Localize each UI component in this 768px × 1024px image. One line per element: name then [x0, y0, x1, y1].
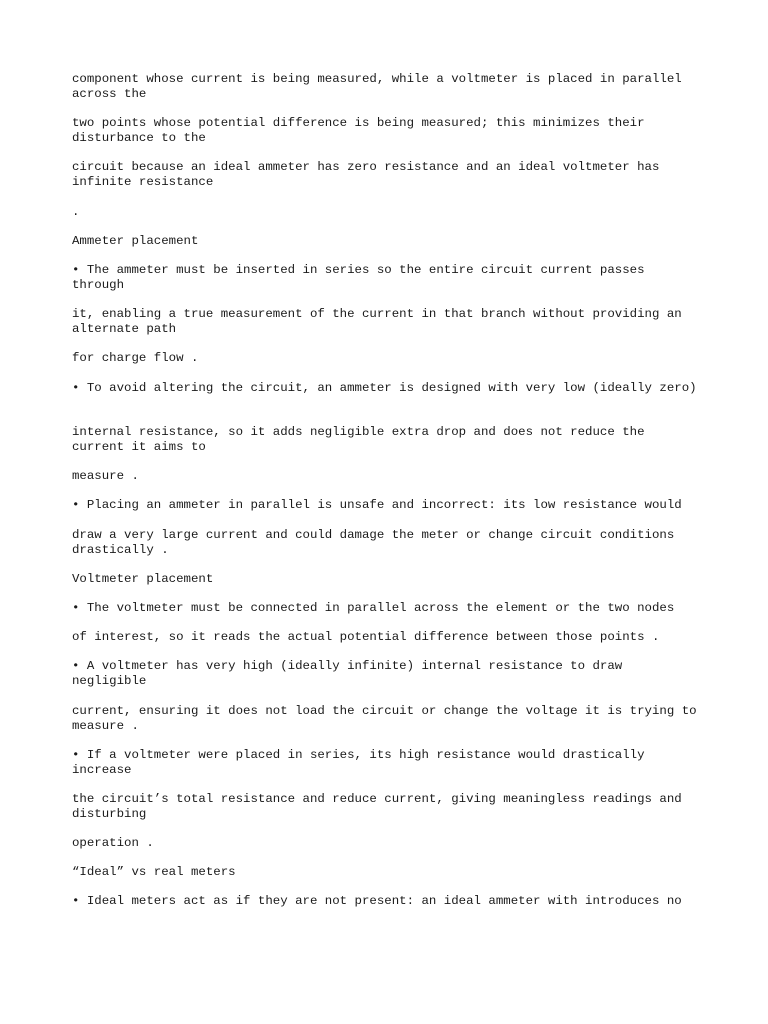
heading-voltmeter-placement: Voltmeter placement — [72, 572, 214, 586]
paragraph-intro-2: two points whose potential difference is being measured; this minimizes their disturbance to the — [72, 116, 652, 145]
heading-ammeter-placement: Ammeter placement — [72, 234, 199, 248]
bullet-voltmeter-resistance-2: current, ensuring it does not load the circuit or change the voltage it is trying to measure . — [72, 704, 705, 733]
bullet-ammeter-parallel-2: draw a very large current and could damage the meter or change circuit conditions drastically . — [72, 528, 682, 557]
bullet-voltmeter-parallel-2: of interest, so it reads the actual potential difference between those points . — [72, 630, 660, 644]
bullet-ammeter-parallel-1: • Placing an ammeter in parallel is unsafe and incorrect: its low resistance would — [72, 498, 682, 512]
bullet-voltmeter-resistance-1: • A voltmeter has very high (ideally infinite) internal resistance to draw negligible — [72, 659, 630, 688]
bullet-voltmeter-series-2: the circuit’s total resistance and reduce current, giving meaningless readings and disturbing — [72, 792, 690, 821]
bullet-voltmeter-series-3: operation . — [72, 836, 154, 850]
heading-ideal-vs-real: “Ideal” vs real meters — [72, 865, 236, 879]
paragraph-intro-4: . — [72, 205, 80, 219]
bullet-ammeter-series-1: • The ammeter must be inserted in series so the entire circuit current passes through — [72, 263, 652, 292]
bullet-ammeter-resistance-2: internal resistance, so it adds negligible extra drop and does not reduce the current it aims to — [72, 425, 652, 454]
bullet-voltmeter-series-1: • If a voltmeter were placed in series, its high resistance would drastically increase — [72, 748, 652, 777]
paragraph-intro-1: component whose current is being measured, while a voltmeter is placed in parallel across the — [72, 72, 690, 101]
bullet-ideal-meters-1: • Ideal meters act as if they are not present: an ideal ammeter with introduces no — [72, 894, 682, 908]
bullet-ammeter-resistance-3: measure . — [72, 469, 139, 483]
bullet-voltmeter-parallel-1: • The voltmeter must be connected in parallel across the element or the two nodes — [72, 601, 675, 615]
bullet-ammeter-resistance-1: • To avoid altering the circuit, an ammeter is designed with very low (ideally zero) — [72, 381, 697, 395]
bullet-ammeter-series-3: for charge flow . — [72, 351, 199, 365]
bullet-ammeter-series-2: it, enabling a true measurement of the current in that branch without providing an alternate path — [72, 307, 690, 336]
paragraph-intro-3: circuit because an ideal ammeter has zero resistance and an ideal voltmeter has infinite resistance — [72, 160, 667, 189]
